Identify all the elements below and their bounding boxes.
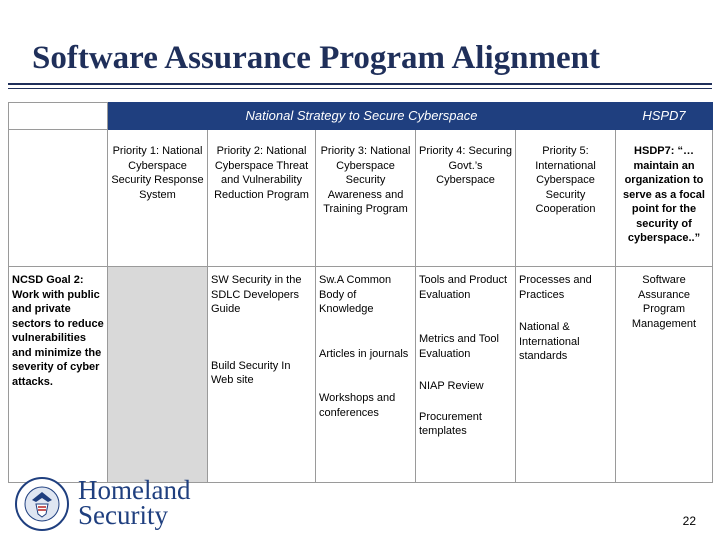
program-item: Build Security In Web site — [211, 359, 291, 386]
header-blank-cell — [9, 103, 108, 130]
priority-5: Priority 5: International Cyberspace Security Cooperation — [516, 130, 616, 267]
page-number: 22 — [682, 514, 696, 528]
program-item: Articles in journals — [319, 347, 409, 360]
program-item: Workshops and conferences — [319, 392, 396, 419]
priority-1: Priority 1: National Cyberspace Security Response System — [108, 130, 208, 267]
priority-3-programs — [316, 267, 416, 483]
hsdp7-programs — [616, 267, 713, 483]
program-item: Procurement templates — [419, 410, 482, 437]
nss-header: National Strategy to Secure Cyberspace — [108, 103, 616, 130]
hsdp7-priority: HSDP7: “…maintain an organization to serve as a focal point for the security of cyberspace..” — [616, 130, 713, 267]
ncsd-goal: NCSD Goal 2: Work with public and private sectors to reduce vulnerabilities and minimize the severity of cyber attacks. — [9, 267, 108, 483]
program-item: National & International standards — [519, 321, 580, 362]
program-item: Processes and Practices — [519, 274, 592, 301]
program-item: Software Assurance Program Management — [631, 274, 697, 330]
homeland-security-wordmark — [78, 475, 191, 530]
priorities-blank-cell — [9, 130, 108, 267]
priority-3: Priority 3: National Cyberspace Security Awareness and Training Program — [316, 130, 416, 267]
priority-1-programs — [108, 267, 208, 483]
priority-4-programs — [416, 267, 516, 483]
priorities-row — [9, 130, 713, 267]
wordmark-line-2: Security — [78, 500, 168, 530]
priority-5-programs — [516, 267, 616, 483]
program-item: Sw.A Common Body of Knowledge — [319, 274, 392, 315]
programs-row — [9, 267, 713, 483]
program-item: NIAP Review — [419, 380, 484, 392]
priority-2-programs — [208, 267, 316, 483]
title-rule — [8, 83, 712, 85]
alignment-table — [8, 102, 713, 483]
dhs-logo — [14, 476, 194, 532]
priority-2: Priority 2: National Cyberspace Threat and Vulnerability Reduction Program — [208, 130, 316, 267]
hspd-header: HSPD7 — [616, 103, 713, 130]
slide-title: Software Assurance Program Alignment — [32, 40, 600, 76]
title-rule-thin — [8, 88, 712, 89]
program-item: Metrics and Tool Evaluation — [419, 333, 499, 360]
priority-4: Priority 4: Securing Govt.’s Cyberspace — [416, 130, 516, 267]
header-row — [9, 103, 713, 130]
program-item: SW Security in the SDLC Developers Guide — [211, 274, 302, 315]
dhs-seal-icon — [14, 476, 70, 532]
wordmark-line-1: Homeland — [78, 475, 191, 505]
program-item: Tools and Product Evaluation — [419, 274, 508, 301]
